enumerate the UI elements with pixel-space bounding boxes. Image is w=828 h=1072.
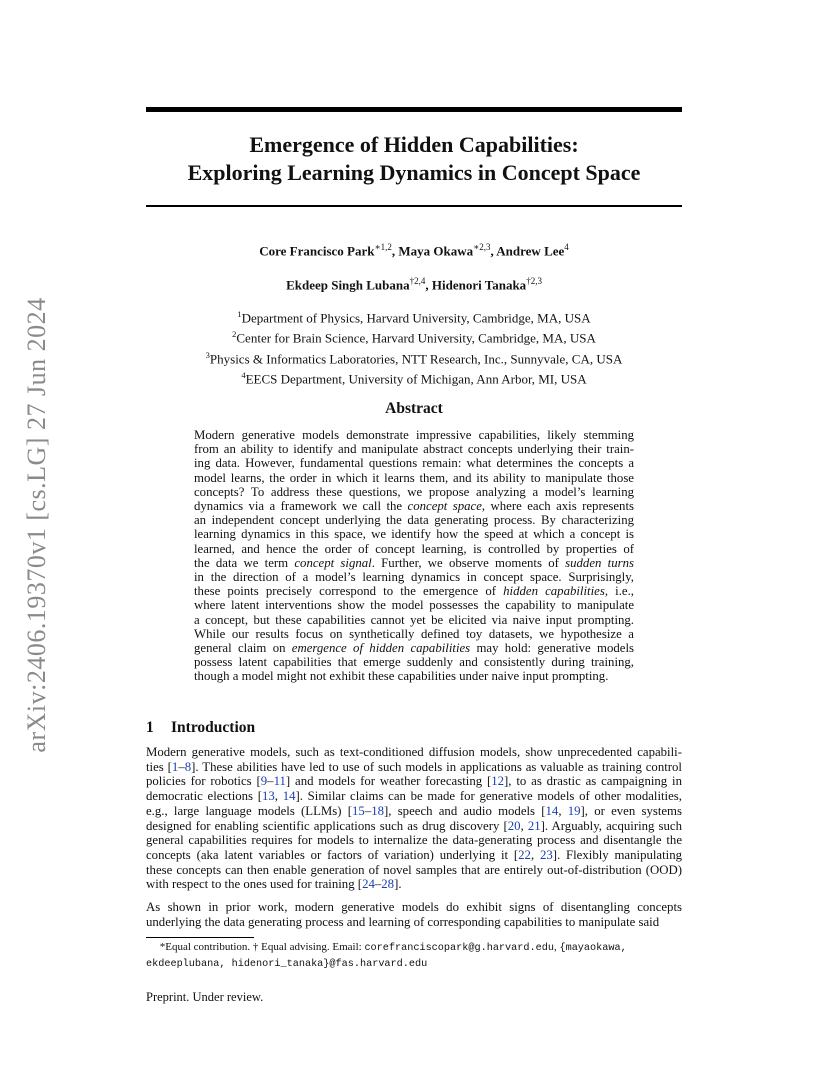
affiliation-marker: 2 — [232, 329, 237, 340]
text-run: ], or even systems — [580, 803, 682, 818]
abstract-heading: Abstract — [385, 400, 443, 417]
affiliation — [146, 367, 682, 387]
paragraph-line — [146, 863, 682, 878]
footnote-line — [146, 940, 686, 956]
affiliation — [146, 306, 682, 326]
text-run: While our results focus on synthetically defined toy datasets, we hypothesize a — [194, 626, 634, 641]
intro-paragraph-2 — [146, 900, 682, 929]
text-run: policies for robotics [ — [146, 774, 261, 789]
paragraph-line — [146, 760, 682, 775]
text-run: , — [558, 803, 568, 818]
citation-link[interactable]: 12 — [491, 774, 505, 789]
paragraph-line — [146, 900, 682, 915]
text-run: dynamics via a framework we call the — [194, 499, 408, 514]
text-run: these concepts can then enable generation of novel samples that are entirely out-of-distribution (OOD) — [146, 862, 682, 877]
author-line-2: Ekdeep Singh Lubana$^{\dagger 2,4}$, Hidenori Tanaka$^{\dagger 2,3}$ — [286, 276, 542, 293]
text-run: though a model might not exhibit these capabilities under naive input prompting. — [194, 669, 609, 684]
author-name: Core Francisco Park — [259, 243, 375, 259]
abstract-line — [194, 556, 634, 570]
affiliation-marker: 3 — [205, 349, 210, 360]
paragraph-line — [146, 848, 682, 863]
author-affiliation-marker: ∗1,2 — [374, 242, 392, 252]
email-address: corefranciscopark@g.harvard.edu — [364, 943, 554, 954]
text-run: general capabilities requires for models to internalize the data-generating process and disentangle the — [146, 833, 682, 848]
text-run: ], speech and audio models [ — [384, 803, 546, 818]
abstract-line — [194, 570, 634, 584]
email-address: ekdeeplubana, hidenori_tanaka}@fas.harvard.edu — [146, 959, 428, 970]
paragraph-line — [146, 774, 682, 789]
arxiv-identifier-text: arXiv:2406.19370v1 [cs.LG] 27 Jun 2024 — [22, 297, 51, 753]
text-run: , — [274, 789, 283, 804]
abstract-line — [194, 471, 634, 485]
text-run: general claim on — [194, 641, 292, 656]
abstract-line — [194, 641, 634, 655]
abstract-line — [194, 655, 634, 669]
affiliation-text: EECS Department, University of Michigan, Ann Arbor, MI, USA — [245, 371, 587, 387]
text-run: with respect to the ones used for training [ — [146, 877, 363, 892]
section-heading — [146, 719, 255, 737]
citation-link[interactable]: 18 — [371, 803, 385, 818]
text-run: – — [178, 759, 185, 774]
citation-link[interactable]: 13 — [262, 789, 275, 804]
author-affiliation-marker: †2,3 — [526, 276, 542, 286]
citation-link[interactable]: 28 — [381, 877, 395, 892]
title-line-2: Exploring Learning Dynamics in Concept Space — [187, 160, 641, 185]
emphasis-text: concept space — [407, 499, 482, 514]
abstract-body — [194, 428, 634, 684]
intro-paragraph-1 — [146, 745, 682, 892]
emphasis-text: concept signal — [294, 555, 372, 570]
section-title: Introduction — [171, 719, 256, 736]
author-affiliation-marker: ∗2,3 — [473, 242, 491, 252]
citation-link[interactable]: 15 — [352, 803, 365, 818]
paragraph-line — [146, 877, 682, 892]
text-run: democratic elections [ — [146, 789, 262, 804]
text-run: – — [267, 774, 274, 789]
affiliation-list — [146, 306, 682, 387]
paragraph-line — [146, 789, 682, 804]
text-run: learning dynamics in this space, we identify how the speed at which a concept is — [194, 527, 634, 542]
text-run: , — [553, 941, 560, 953]
footnote — [146, 940, 686, 972]
citation-link[interactable]: 23 — [539, 847, 553, 862]
emphasis-text: emergence of hidden capabilities — [291, 641, 471, 656]
paragraph-line — [146, 819, 682, 834]
abstract-line — [194, 669, 634, 683]
paragraph-line — [146, 833, 682, 848]
affiliation — [146, 326, 682, 346]
text-run: – — [364, 803, 372, 818]
author-affiliation-marker: †2,4 — [409, 276, 426, 286]
text-run: ] and models for weather forecasting [ — [285, 774, 492, 789]
title-top-rule — [146, 107, 682, 112]
affiliation-marker: 4 — [241, 369, 246, 380]
text-run: where latent interventions show the model possesses the capability to manipulate — [194, 598, 634, 613]
text-run: . Further, we observe moments of — [371, 555, 566, 570]
text-run: concepts? To address these questions, we propose analyzing a model’s learning — [194, 484, 634, 499]
emphasis-text: sudden turns — [565, 555, 634, 570]
text-run: may hold: generative models — [470, 641, 634, 656]
text-run: , i.e., — [604, 584, 634, 599]
text-run: e.g., large language models (LLMs) [ — [146, 803, 353, 818]
citation-link[interactable]: 11 — [273, 774, 286, 789]
citation-link[interactable]: 22 — [518, 847, 531, 862]
abstract-line — [194, 456, 634, 470]
author-name: Ekdeep Singh Lubana — [286, 277, 410, 293]
citation-link[interactable]: 1 — [171, 759, 179, 774]
citation-link[interactable]: 24 — [362, 877, 375, 892]
citation-link[interactable]: 19 — [567, 803, 581, 818]
text-run: possess latent capabilities that emerge suddenly and consistently during training, — [194, 655, 634, 670]
citation-link[interactable]: 8 — [184, 759, 192, 774]
affiliation-marker: 1 — [237, 309, 242, 319]
abstract-line — [194, 527, 634, 541]
abstract-line — [194, 499, 634, 513]
citation-link[interactable]: 14 — [282, 789, 296, 804]
preprint-note: Preprint. Under review. — [146, 990, 264, 1004]
abstract-line — [194, 598, 634, 612]
text-run: ing data. However, fundamental questions remain: what determines the concepts a — [194, 456, 634, 471]
text-run: these points precisely correspond to the emergence of — [194, 584, 504, 599]
abstract-line — [194, 428, 634, 442]
author-name: Hidenori Tanaka — [431, 277, 527, 293]
author-name: Maya Okawa — [398, 243, 474, 259]
text-run: underlying the data generating process and learning of corresponding capabilities to manipulate said — [146, 914, 660, 929]
affiliation — [146, 347, 682, 367]
text-run: from an ability to identify and manipulate abstract concepts underlying their train- — [194, 442, 634, 457]
paragraph-line — [146, 915, 682, 930]
paragraph-line — [146, 804, 682, 819]
text-run: ]. — [394, 877, 402, 892]
citation-link[interactable]: 20 — [507, 818, 521, 833]
text-run: model learns, the order in which it learns them, and its ability to manipulate those — [194, 470, 634, 485]
author-line-1: Core Francisco Park$^{∗1,2}$, Maya Okawa$^{∗2,3}$, Andrew Lee$^4$ — [259, 242, 569, 259]
abstract-line — [194, 442, 634, 456]
affiliation-text: Center for Brain Science, Harvard University, Cambridge, MA, USA — [236, 330, 596, 346]
abstract-line — [194, 513, 634, 527]
paper-title — [146, 131, 682, 187]
text-run: , where each axis represents — [481, 499, 634, 514]
text-run: Modern generative models demonstrate impressive capabilities, likely stemming — [194, 428, 634, 442]
abstract-line — [194, 584, 634, 598]
text-run: ]. Arguably, acquiring such — [540, 818, 682, 833]
text-run: *Equal contribution. † Equal advising. Email: — [146, 941, 365, 953]
text-run: the data we term — [194, 555, 295, 570]
text-run: ties [ — [146, 759, 172, 774]
affiliation-text: Physics & Informatics Laboratories, NTT Research, Inc., Sunnyvale, CA, USA — [209, 350, 623, 366]
text-run: learned, and hence the order of concept learning, is controlled by properties of — [194, 541, 634, 556]
text-run: designed for enabling scientific applications such as drug discovery [ — [146, 818, 508, 833]
abstract-line — [194, 542, 634, 556]
text-run: Modern generative models, such as text-conditioned diffusion models, show unprecedented capabili- — [146, 745, 682, 759]
text-run: ], to as drastic as campaigning in — [504, 774, 683, 789]
footnote-rule — [146, 937, 254, 938]
abstract-line — [194, 627, 634, 641]
author-affiliation-marker: 4 — [564, 242, 569, 252]
text-run: ]. Similar claims can be made for generative models of other modalities, — [295, 789, 682, 804]
section-number: 1 — [146, 719, 154, 736]
text-run: ]. Flexibly manipulating — [552, 847, 683, 862]
title-bottom-rule — [146, 205, 682, 207]
abstract-line — [194, 485, 634, 499]
text-run: a concept, but these capabilities cannot yet be elicited via naive input prompting. — [194, 612, 634, 627]
abstract-line — [194, 613, 634, 627]
citation-link[interactable]: 14 — [545, 803, 559, 818]
paragraph-line — [146, 745, 682, 760]
emphasis-text: hidden capabilities — [503, 584, 605, 599]
text-run: ]. These abilities have led to use of such models in applications as valuable as training control — [191, 759, 682, 774]
title-line-1: Emergence of Hidden Capabilities: — [249, 132, 579, 157]
citation-link[interactable]: 9 — [260, 774, 268, 789]
footnote-line — [146, 956, 686, 972]
text-run: – — [374, 877, 382, 892]
text-run: As shown in prior work, modern generative models do exhibit signs of disentangling concepts — [146, 900, 682, 914]
text-run: concepts (aka latent variables or factors of variation) underlying it [ — [146, 847, 519, 862]
text-run: , — [530, 847, 540, 862]
citation-link[interactable]: 21 — [527, 818, 541, 833]
text-run: in the direction of a model’s learning dynamics in concept space. Surprisingly, — [194, 570, 634, 585]
text-run: , — [520, 818, 528, 833]
affiliation-text: Department of Physics, Harvard University, Cambridge, MA, USA — [241, 310, 591, 326]
text-run: an independent concept underlying the data generating process. By characterizing — [194, 513, 634, 528]
author-name: Andrew Lee — [496, 243, 565, 259]
arxiv-identifier-stamp — [22, 290, 52, 760]
email-address: {mayaokawa, — [559, 943, 627, 954]
